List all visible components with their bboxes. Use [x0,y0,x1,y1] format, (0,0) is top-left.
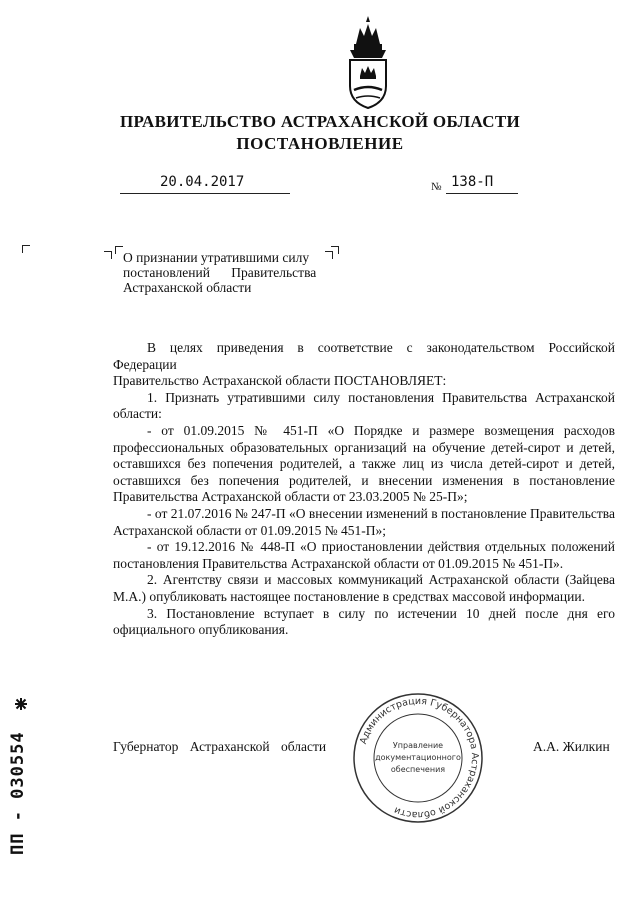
document-date: 20.04.2017 [160,174,245,190]
number-sign: № [431,181,442,193]
subclause-1: - от 01.09.2015 № 451-П «О Порядке и размере возмещения расходов профессиональных образовательных организаций на обучение детей-сирот и детей, оставшихся без попечения родителей, а также лиц из числа детей-сирот и детей, оставшихся без попечения родителей, и внесении изменения в постановление Правительства Астраханской области от 23.03.2005 № 25-П»; [113,422,615,505]
subclause-2: - от 21.07.2016 № 247-П «О внесении изменений в постановление Правительства Астраханской области от 01.09.2015 № 451-П»; [113,505,615,538]
intro-line-2: Федерации [113,356,177,372]
coat-of-arms-emblem [336,14,400,110]
document-body [113,340,615,639]
stamp-inner-line-1: Управление [392,741,444,750]
intro-line-1: В целях приведения в соответствие с законодательством Российской [147,340,615,355]
document-number: 138-П [451,174,494,190]
date-underline [120,193,290,194]
subject-bracket-left [115,246,123,254]
corner-bracket-left [22,245,30,253]
number-underline [446,193,518,194]
subclause-3: - от 19.12.2016 № 448-П «О приостановлении действия отдельных положений постановления Правительства Астраханской области от 01.09.2015 № 451-П». [113,539,615,571]
subject-line-2: постановлений Правительства [123,265,317,280]
asterisk-mark-icon [14,697,28,711]
corner-bracket-mid [104,251,112,259]
official-stamp [350,690,486,826]
document-type-title: ПОСТАНОВЛЕНИЕ [236,134,404,153]
stamp-inner-line-2: документационного [375,753,461,762]
government-title: ПРАВИТЕЛЬСТВО АСТРАХАНСКОЙ ОБЛАСТИ [120,112,520,131]
clause-1: 1. Признать утратившими силу постановления Правительства Астраханской области: [113,389,615,422]
signer-role: Губернатор Астраханской области [113,739,327,754]
signer-name: А.А. Жилкин [533,739,610,754]
stamp-outer-text: Администрация Губернатора Астраханской области [357,695,481,821]
subject-line-1: О признании утратившими силу [123,250,310,265]
stamp-inner-line-3: обеспечения [390,765,446,774]
subject-line-3: Астраханской области [123,280,252,295]
document-subject [123,250,338,295]
decree-statement: Правительство Астраханской области ПОСТАНОВЛЯЕТ: [113,373,447,389]
clause-2: 2. Агентству связи и массовых коммуникаций Астраханской области (Зайцева М.А.) опубликовать настоящее постановление в средствах массовой информации. [113,572,615,604]
clause-3: 3. Постановление вступает в силу по истечении 10 дней после дня его официального опубликования. [113,605,615,638]
vertical-document-code: ПП - 030554 [8,731,28,855]
